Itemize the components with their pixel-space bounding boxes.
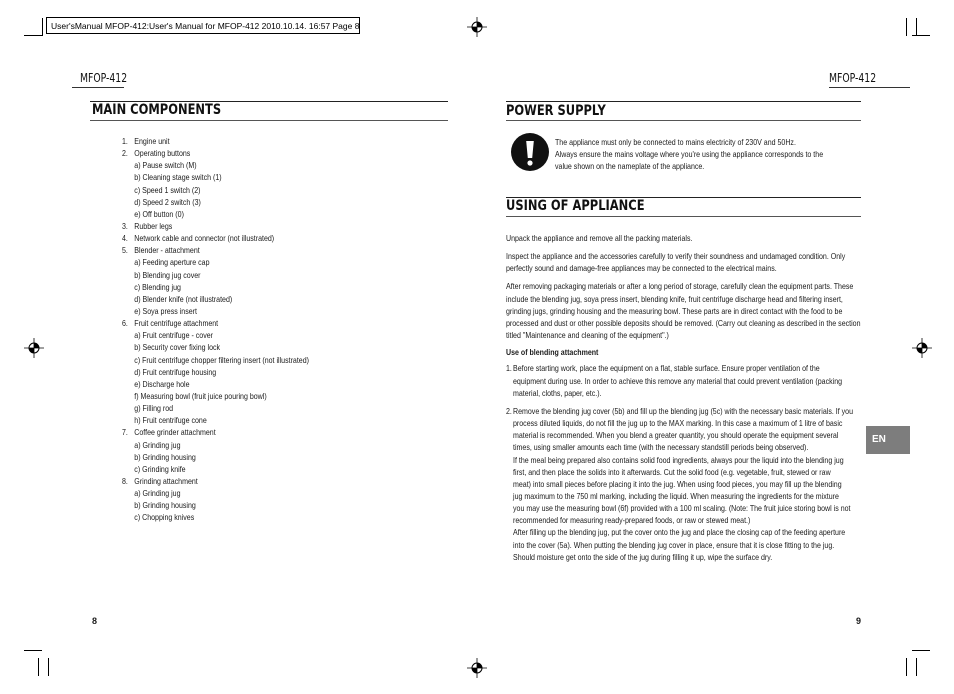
using-appliance-body [506, 232, 862, 563]
component-subitem: e) Discharge hole [134, 378, 190, 389]
item-text: Operating buttons [134, 148, 191, 159]
item-number: 4. [122, 233, 128, 244]
page-number-right: 9 [856, 616, 862, 626]
text-line: perfectly sound and damage-free appliances may be connected to the electrical mains. [506, 263, 777, 274]
power-title-top-rule [506, 101, 861, 102]
text-line: If the meal being prepared also contains solid food ingredients, always pour the liquid into the blending jug [513, 454, 844, 465]
registration-mark-icon [467, 17, 487, 37]
crop-mark [916, 18, 917, 36]
item-text: Rubber legs [134, 220, 173, 231]
component-subitem: a) Grinding jug [134, 439, 181, 450]
text-line: After removing packaging materials or after a long period of storage, carefully clean the equipment parts. These [506, 281, 854, 292]
component-subitem: c) Speed 1 switch (2) [134, 184, 201, 195]
component-subitem: a) Grinding jug [134, 488, 181, 499]
component-subitem: d) Fruit centrifuge housing [134, 366, 217, 377]
crop-mark [24, 35, 42, 36]
component-subitem: f) Measuring bowl (fruit juice pouring bowl) [134, 390, 267, 401]
item-text: Blender - attachment [134, 245, 200, 256]
text-line: first, and then place the solids into it afterwards. Cut the solid food (e.g. vegetable, fruit, stewed or raw [513, 466, 831, 477]
blending-heading: Use of blending attachment [506, 347, 599, 358]
left-model-header: MFOP-412 [80, 71, 128, 85]
paragraph-cleaning [506, 280, 862, 341]
item-number: 1. [122, 136, 128, 146]
main-components-title: MAIN COMPONENTS [92, 102, 222, 118]
text-line: After filling up the blending jug, put the cover onto the jug and place the closing cap of the feeding aperture [513, 527, 846, 538]
text-line: Inspect the appliance and the accessories carefully to verify their soundness and undamaged condition. Only [506, 251, 846, 262]
page-number-left: 8 [92, 616, 98, 626]
left-header-rule [72, 87, 124, 88]
component-item [122, 426, 368, 438]
components-list [122, 135, 422, 524]
left-title-bottom-rule [90, 120, 448, 121]
exclamation-warning-icon [511, 133, 549, 171]
component-subitem: e) Off button (0) [134, 208, 184, 219]
item-number: 5. [122, 245, 128, 256]
component-subitem: g) Filling rod [134, 403, 174, 414]
text-line: into the cover (5a). When putting the blending jug cover in place, ensure that it is close fitting to the jug. [513, 539, 835, 550]
using-appliance-title: USING OF APPLIANCE [506, 198, 645, 214]
text-line: Before starting work, place the equipment on a flat, stable surface. Ensure proper ventilation of the [513, 363, 820, 374]
step-number: 2. [506, 405, 512, 416]
component-item [122, 147, 368, 159]
item-text: Network cable and connector (not illustrated) [134, 233, 275, 244]
text-line: material is recommended. When you blend a greater quantity, you should operate the equipment several [513, 430, 839, 441]
right-model-header: MFOP-412 [829, 71, 877, 85]
component-item [122, 317, 368, 329]
text-line: titled "Maintenance and cleaning of the equipment".) [506, 330, 669, 341]
item-text: Fruit centrifuge attachment [134, 318, 219, 329]
text-line: process diluted liquids, do not fill the jug up to the MAX marking. In this case a maximum of 1 litre of basic [513, 418, 843, 429]
component-item [122, 244, 368, 256]
component-subitem: c) Grinding knife [134, 463, 186, 474]
crop-mark [906, 658, 907, 676]
paragraph-unpack [506, 232, 862, 244]
item-number: 3. [122, 220, 128, 231]
registration-mark-icon [24, 338, 44, 358]
registration-mark-icon [467, 658, 487, 678]
component-item [122, 232, 368, 244]
power-line: The appliance must only be connected to mains electricity of 230V and 50Hz. [555, 137, 796, 147]
component-subitem: b) Grinding housing [134, 451, 196, 462]
text-line: Should moisture get onto the side of the jug during filling it up, wipe the surface dry. [513, 551, 773, 562]
text-line: meat) into small pieces before placing it into the jug. When using food pieces, you may fill up the blending [513, 478, 842, 489]
component-subitem: d) Speed 2 switch (3) [134, 196, 201, 207]
power-line: value shown on the nameplate of the appliance. [555, 161, 705, 172]
crop-mark [912, 650, 930, 651]
text-line: include the blending jug, soya press insert, blending knife, fruit centrifuge discharge head and filtering insert, [506, 293, 843, 304]
text-line: equipment during use. In order to achieve this remove any material that could prevent ventilation (packing [513, 375, 843, 386]
power-supply-title: POWER SUPPLY [506, 103, 606, 119]
component-item [122, 135, 368, 147]
crop-mark [48, 658, 49, 676]
component-subitem: c) Chopping knives [134, 512, 195, 523]
text-line: Unpack the appliance and remove all the packing materials. [506, 233, 693, 243]
text-line: processed and dust or other possible deposits should be removed. (Carry out cleaning as described in the section [506, 317, 861, 328]
paragraph-inspect [506, 250, 862, 274]
text-line: grinding jugs, grinding housing and the measuring bowl. These parts are in direct contact with the food to be [506, 305, 843, 316]
component-subitem: a) Pause switch (M) [134, 160, 197, 171]
item-text: Coffee grinder attachment [134, 427, 216, 438]
item-number: 7. [122, 427, 128, 438]
using-title-bottom-rule [506, 216, 861, 217]
component-subitem: a) Feeding aperture cap [134, 257, 210, 268]
power-title-bottom-rule [506, 120, 861, 121]
text-line: jug maximum to the 750 ml marking, including the liquid. When measuring the ingredients for the mixture [513, 490, 840, 501]
item-number: 2. [122, 148, 128, 159]
component-subitem: c) Blending jug [134, 281, 181, 292]
text-line: Remove the blending jug cover (5b) and fill up the blending jug (5c) with the necessary basic materials. If you [513, 405, 854, 416]
crop-mark [42, 18, 43, 36]
step-1 [506, 362, 862, 398]
step-2 [506, 405, 862, 563]
component-item [122, 220, 368, 232]
item-number: 6. [122, 318, 128, 329]
component-subitem: e) Soya press insert [134, 305, 197, 316]
item-number: 8. [122, 475, 128, 486]
crop-mark [916, 658, 917, 676]
component-subitem: h) Fruit centrifuge cone [134, 415, 207, 426]
component-subitem: b) Grinding housing [134, 500, 196, 511]
power-supply-text [555, 136, 855, 172]
component-subitem: b) Blending jug cover [134, 269, 201, 280]
text-line: material, cloths, paper, etc.). [513, 387, 602, 398]
language-tab-en: EN [866, 426, 910, 454]
right-header-rule [829, 87, 910, 88]
text-line: you may use the measuring bowl (6f) provided with a 100 ml scaling. (Note: The fruit juice storing bowl is not [513, 503, 851, 514]
crop-mark [906, 18, 907, 36]
component-subitem: d) Blender knife (not illustrated) [134, 293, 233, 304]
item-text: Engine unit [134, 136, 170, 146]
crop-mark [912, 35, 930, 36]
item-text: Grinding attachment [134, 475, 198, 486]
power-line: Always ensure the mains voltage where you're using the appliance corresponds to the [555, 149, 824, 160]
step-1-text [513, 362, 914, 398]
component-item [122, 475, 368, 487]
print-slug: User'sManual MFOP-412:User's Manual for MFOP-412 2010.10.14. 16:57 Page 8 [46, 17, 360, 34]
text-line: recommended for measuring ready-prepared foods, or raw or stewed meat.) [513, 515, 751, 526]
component-subitem: c) Fruit centrifuge chopper filtering insert (not illustrated) [134, 354, 309, 365]
component-subitem: b) Cleaning stage switch (1) [134, 172, 222, 183]
component-subitem: b) Security cover fixing lock [134, 342, 221, 353]
crop-mark [24, 650, 42, 651]
crop-mark [38, 658, 39, 676]
step-number: 1. [506, 363, 512, 374]
text-line: times, using smaller amounts each time (with the necessary standstill periods being observed). [513, 442, 809, 453]
component-subitem: a) Fruit centrifuge - cover [134, 330, 214, 341]
registration-mark-icon [912, 338, 932, 358]
